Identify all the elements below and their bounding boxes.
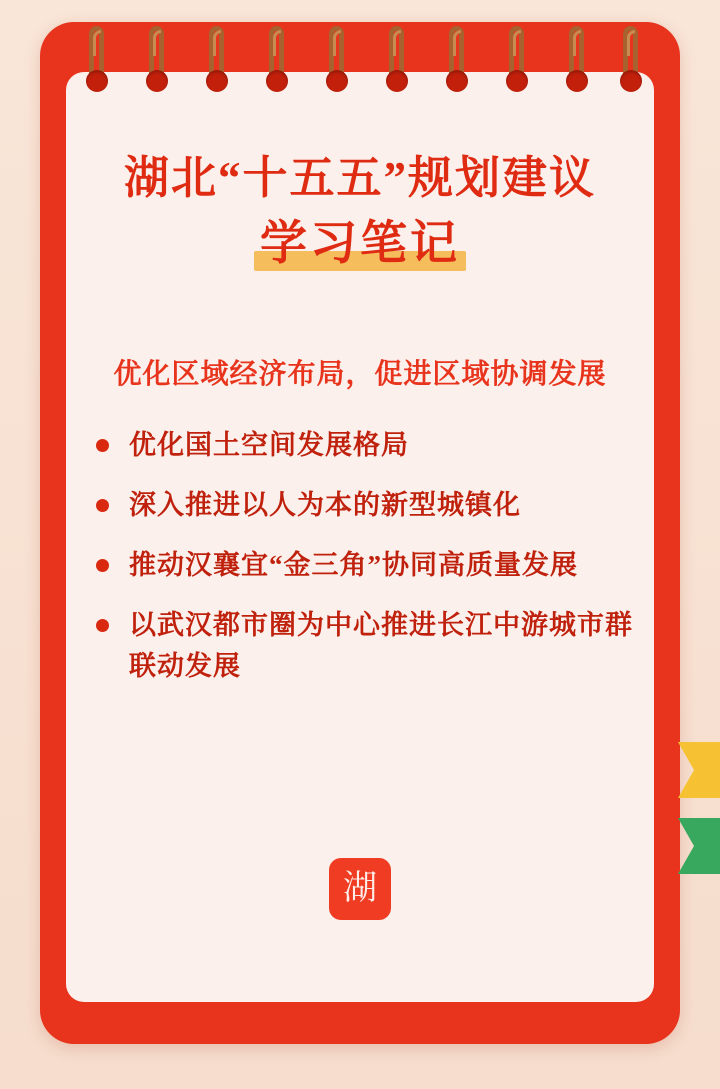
logo-stamp: [329, 858, 391, 920]
spiral-ring: [204, 26, 230, 108]
side-tab-yellow: [678, 742, 720, 798]
side-tab-green: [678, 818, 720, 874]
list-item-label: 推动汉襄宜“金三角”协同高质量发展: [129, 549, 578, 580]
list-item-label: 以武汉都市圈为中心推进长江中游城市群联动发展: [129, 609, 633, 682]
bullet-dot-icon: [96, 559, 109, 572]
bullet-dot-icon: [96, 439, 109, 452]
spiral-binding: [40, 26, 680, 136]
bullet-dot-icon: [96, 499, 109, 512]
list-item: [96, 425, 636, 467]
page-subtitle: 学习笔记: [260, 218, 460, 271]
logo-stamp-label: 湖: [343, 870, 377, 907]
list-item-label: 优化国土空间发展格局: [129, 430, 409, 460]
spiral-ring: [504, 26, 530, 108]
list-item-label: 深入推进以人为本的新型城镇化: [129, 489, 521, 520]
title-block: [66, 150, 654, 273]
spiral-ring: [264, 26, 290, 108]
spiral-ring: [324, 26, 350, 108]
page-title: 湖北“十五五”规划建议: [123, 153, 596, 203]
spiral-ring: [618, 26, 644, 108]
spiral-ring: [384, 26, 410, 108]
list-item: [96, 605, 636, 689]
spiral-ring: [444, 26, 470, 108]
list-item: [96, 545, 636, 587]
spiral-ring: [144, 26, 170, 108]
subtitle-wrapper: [254, 216, 466, 272]
bullet-list: [96, 425, 636, 706]
spiral-ring: [84, 26, 110, 108]
spiral-ring: [564, 26, 590, 108]
bullet-dot-icon: [96, 619, 109, 632]
list-item: [96, 485, 636, 527]
section-heading: 优化区域经济布局，促进区域协调发展: [113, 359, 607, 390]
